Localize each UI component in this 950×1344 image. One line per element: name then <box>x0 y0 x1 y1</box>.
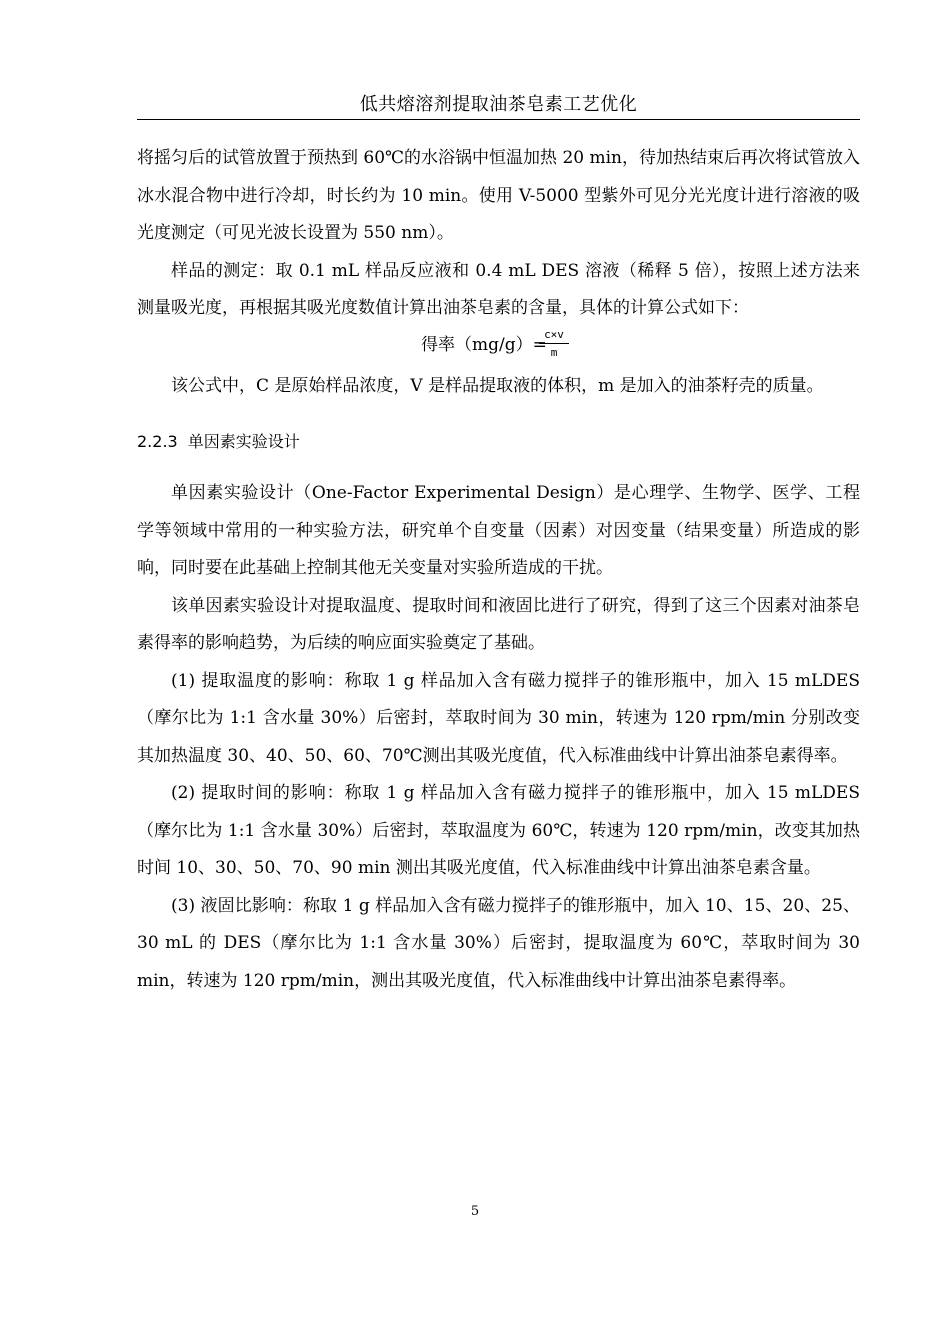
section-heading <box>137 427 860 457</box>
paragraph-liquid-solid-ratio: (3) 液固比影响：称取 1 g 样品加入含有磁力搅拌子的锥形瓶中，加入 10、15、20、25、30 mL 的 DES（摩尔比为 1:1 含水量 30%）后密封，提取温度为 60℃，萃取时间为 30 min，转速为 120 rpm/min，测出其吸光度值，代入标准曲线中计算出油茶皂素得率。 <box>137 895 860 991</box>
paragraph-sample-measurement: 样品的测定：取 0.1 mL 样品反应液和 0.4 mL DES 溶液（稀释 5 倍），按照上述方法来测量吸光度，再根据其吸光度数值计算出油茶皂素的含量，具体的计算公式如下： <box>137 260 860 318</box>
paragraph-formula-explanation: 该公式中，C 是原始样品浓度，V 是样品提取液的体积，m 是加入的油茶籽壳的质量。 <box>171 375 824 396</box>
yield-formula <box>137 328 860 368</box>
header-divider <box>137 119 860 120</box>
paragraph-heating-procedure: 将摇匀后的试管放置于预热到 60℃的水浴锅中恒温加热 20 min，待加热结束后再次将试管放入冰水混合物中进行冷却，时长约为 10 min。使用 V-5000 型紫外可见分光光度计进行溶液的吸光度测定（可见光波长设置为 550 nm）。 <box>137 148 860 243</box>
paragraph-time-effect: (2) 提取时间的影响：称取 1 g 样品加入含有磁力搅拌子的锥形瓶中，加入 15 mLDES（摩尔比为 1:1 含水量 30%）后密封，萃取温度为 60℃，转速为 120 rpm/min，改变其加热时间 10、30、50、70、90 min 测出其吸光度值，代入标准曲线中计算出油茶皂素含量。 <box>137 783 860 878</box>
page-body <box>137 140 860 1000</box>
paragraph-single-factor-definition: 单因素实验设计（One-Factor Experimental Design）是心理学、生物学、医学、工程学等领域中常用的一种实验方法，研究单个自变量（因素）对因变量（结果变量）所造成的影响，同时要在此基础上控制其他无关变量对实验所造成的干扰。 <box>137 483 860 578</box>
running-header: 低共熔溶剂提取油茶皂素工艺优化 <box>359 94 638 115</box>
formula-lhs: 得率（mg/g）= <box>421 334 547 355</box>
paragraph-single-factor-scope: 该单因素实验设计对提取温度、提取时间和液固比进行了研究，得到了这三个因素对油茶皂素得率的影响趋势，为后续的响应面实验奠定了基础。 <box>137 595 860 653</box>
section-number: 2.2.3 <box>137 432 178 451</box>
page-number: 5 <box>470 1204 480 1219</box>
formula-fraction <box>539 328 569 360</box>
formula-numerator: c×v <box>539 328 569 344</box>
section-title: 单因素实验设计 <box>187 432 300 451</box>
formula-denominator: m <box>550 345 558 359</box>
paragraph-temperature-effect: (1) 提取温度的影响：称取 1 g 样品加入含有磁力搅拌子的锥形瓶中，加入 15 mLDES（摩尔比为 1:1 含水量 30%）后密封，萃取时间为 30 min，转速为 120 rpm/min 分别改变其加热温度 30、40、50、60、70℃测出其吸光度值，代入标准曲线中计算出油茶皂素得率。 <box>137 670 860 766</box>
